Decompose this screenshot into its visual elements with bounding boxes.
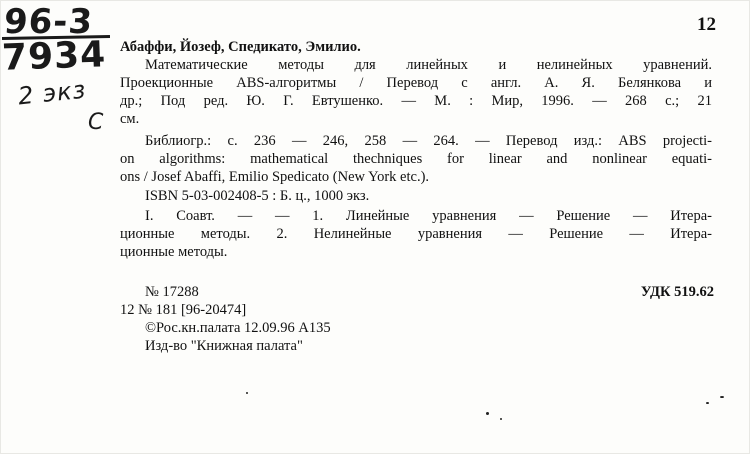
book-chamber-line: ©Рос.кн.палата 12.09.96 А135	[145, 320, 331, 336]
notes-line-1: Библиогр.: с. 236 — 246, 258 — 264. — Перевод изд.: ABS projecti-	[145, 133, 712, 149]
paper-speck	[706, 402, 709, 404]
handwritten-shelf-code: 96-3	[2, 2, 95, 42]
tracing-line-1: I. Соавт. — — 1. Линейные уравнения — Решение — Итера-	[145, 208, 712, 224]
series-line: 12 № 181 [96-20474]	[120, 302, 247, 318]
tracing-line-2: ционные методы. 2. Нелинейные уравнения — Решение — Итера-	[120, 226, 712, 242]
title-line-3: др.; Под ред. Ю. Г. Евтушенко. — М. : Мир, 1996. — 268 с.; 21	[120, 93, 712, 109]
handwritten-copies-note: 2 экз	[16, 75, 88, 111]
paper-speck	[486, 412, 489, 415]
record-number: № 17288	[145, 284, 199, 300]
publisher-line: Изд-во "Книжная палата"	[145, 338, 303, 354]
notes-line-3: ons / Josef Abaffi, Emilio Spedicato (New York etc.).	[120, 169, 430, 185]
tracing-line-3: ционные методы.	[120, 244, 228, 260]
title-line-1: Математические методы для линейных и нелинейных уравнений.	[145, 57, 712, 73]
paper-speck	[500, 418, 502, 420]
udk-code: УДК 519.62	[640, 284, 714, 300]
title-line-4: см.	[120, 111, 140, 127]
authors-heading: Абаффи, Йозеф, Спедикато, Эмилио.	[120, 39, 361, 55]
handwritten-mark: С	[88, 110, 105, 135]
paper-speck	[246, 392, 248, 394]
notes-line-2: on algorithms: mathematical thechniques for linear and nonlinear equati-	[120, 151, 712, 167]
paper-speck	[720, 396, 724, 398]
title-line-2: Проекционные ABS-алгоритмы / Перевод с англ. А. Я. Белянкова и	[120, 75, 712, 91]
card-number: 12	[697, 14, 716, 35]
handwritten-inventory-number: 7934	[1, 34, 107, 79]
isbn-line: ISBN 5-03-002408-5 : Б. ц., 1000 экз.	[145, 188, 370, 204]
